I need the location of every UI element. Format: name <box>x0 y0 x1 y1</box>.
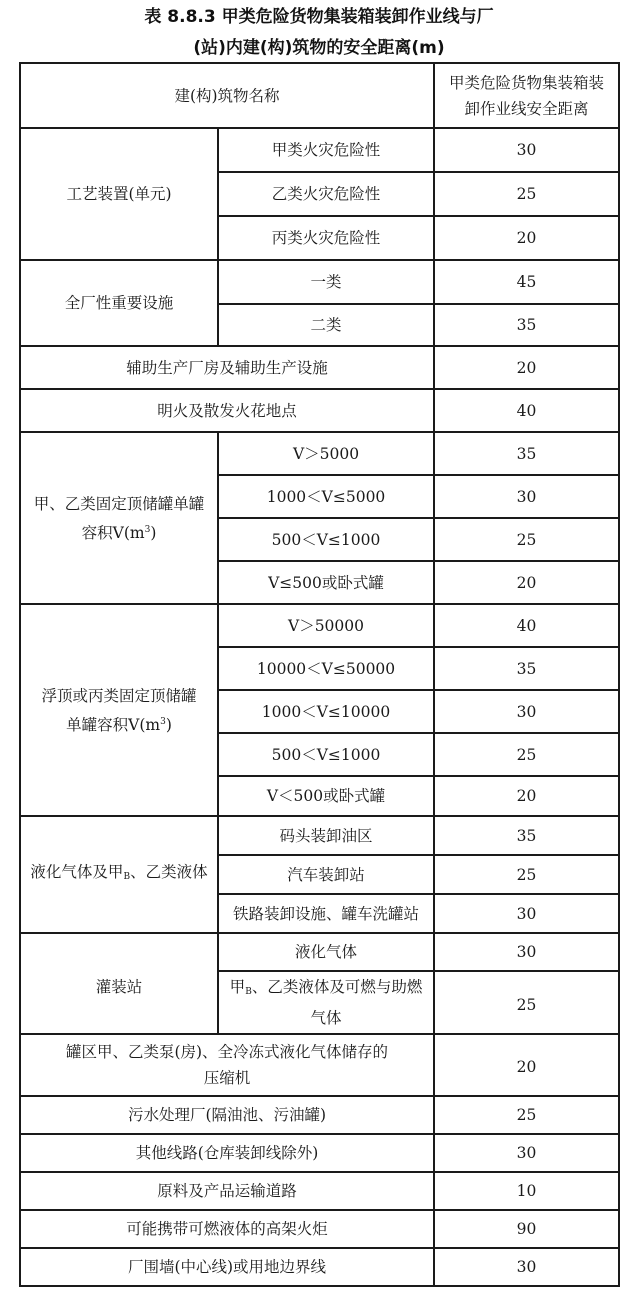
sub-item-label: 液化气体 <box>218 933 434 971</box>
label-text: ) <box>150 523 157 542</box>
sub-item-label: 甲类火灾危险性 <box>218 128 434 172</box>
distance-value: 30 <box>434 1248 619 1286</box>
subscript: B <box>123 872 131 882</box>
table-row <box>20 604 619 647</box>
sub-item-label: 汽车装卸站 <box>218 855 434 894</box>
process-unit-label: 工艺装置(单元) <box>20 128 218 260</box>
distance-value: 10 <box>434 1172 619 1210</box>
sub-item-label: 1000＜V≤5000 <box>218 475 434 518</box>
table-title-line2: (站)内建(构)筑物的安全距离(m) <box>193 38 445 58</box>
roads-label: 原料及产品运输道路 <box>20 1172 434 1210</box>
open-fire-label: 明火及散发火花地点 <box>20 389 434 432</box>
distance-value: 90 <box>434 1210 619 1248</box>
flare-label: 可能携带可燃液体的高架火炬 <box>20 1210 434 1248</box>
table-row <box>20 1210 619 1248</box>
pump-house-label <box>20 1034 434 1096</box>
superscript: 3 <box>144 524 151 535</box>
label-text: 甲 <box>229 978 246 996</box>
sub-item-label: 丙类火灾危险性 <box>218 216 434 260</box>
distance-value: 35 <box>434 304 619 346</box>
distance-value: 40 <box>434 389 619 432</box>
sub-item-label-line1 <box>219 974 433 1005</box>
sub-item-label: V＞5000 <box>218 432 434 475</box>
fence-label: 厂围墙(中心线)或用地边界线 <box>20 1248 434 1286</box>
distance-value: 25 <box>434 1096 619 1134</box>
table-row <box>20 1172 619 1210</box>
sub-item-label: 10000＜V≤50000 <box>218 647 434 690</box>
table-row <box>20 1134 619 1172</box>
distance-value: 30 <box>434 1134 619 1172</box>
distance-value: 30 <box>434 128 619 172</box>
table-row <box>20 816 619 855</box>
distance-value: 25 <box>434 855 619 894</box>
distance-value: 35 <box>434 647 619 690</box>
distance-value: 40 <box>434 604 619 647</box>
distance-value: 25 <box>434 172 619 216</box>
header-safety-distance-line2: 卸作业线安全距离 <box>464 99 589 118</box>
table-header-row <box>20 63 619 128</box>
sub-item-label-line2: 气体 <box>310 1009 342 1027</box>
aux-buildings-label: 辅助生产厂房及辅助生产设施 <box>20 346 434 389</box>
fixed-roof-tank-label <box>20 432 218 604</box>
other-lines-label: 其他线路(仓库装卸线除外) <box>20 1134 434 1172</box>
sub-item-label: V＞50000 <box>218 604 434 647</box>
pump-house-label-line2: 压缩机 <box>203 1069 251 1087</box>
table-row <box>20 346 619 389</box>
sub-item-label: 500＜V≤1000 <box>218 733 434 776</box>
sub-item-label: 乙类火灾危险性 <box>218 172 434 216</box>
label-text: 液化气体及甲 <box>30 863 124 881</box>
sub-item-label: 500＜V≤1000 <box>218 518 434 561</box>
distance-value: 30 <box>434 894 619 933</box>
label-text: ) <box>165 715 172 734</box>
floating-roof-tank-label-line2 <box>21 709 217 738</box>
distance-value: 25 <box>434 518 619 561</box>
header-safety-distance <box>434 63 619 128</box>
label-text: 、乙类液体 <box>130 863 208 881</box>
fixed-roof-tank-label-line2 <box>21 517 217 546</box>
pump-house-label-line1: 罐区甲、乙类泵(房)、全冷冻式液化气体储存的 <box>65 1043 389 1061</box>
distance-value: 20 <box>434 346 619 389</box>
header-structure-name: 建(构)筑物名称 <box>20 63 434 128</box>
sub-item-label: 铁路装卸设施、罐车洗罐站 <box>218 894 434 933</box>
distance-value: 45 <box>434 260 619 304</box>
distance-value: 20 <box>434 776 619 816</box>
sub-item-label <box>218 971 434 1034</box>
label-text: 单罐容积V(m <box>66 715 161 734</box>
safety-distance-table <box>19 62 620 1287</box>
table-row <box>20 1034 619 1096</box>
table-row <box>20 260 619 304</box>
key-facilities-label: 全厂性重要设施 <box>20 260 218 346</box>
table-row <box>20 1096 619 1134</box>
sewage-label: 污水处理厂(隔油池、污油罐) <box>20 1096 434 1134</box>
table-row <box>20 128 619 172</box>
distance-value: 25 <box>434 971 619 1034</box>
floating-roof-tank-label <box>20 604 218 816</box>
distance-value: 30 <box>434 690 619 733</box>
sub-item-label: V＜500或卧式罐 <box>218 776 434 816</box>
distance-value: 35 <box>434 816 619 855</box>
floating-roof-tank-label-line1: 浮顶或丙类固定顶储罐 <box>41 686 197 705</box>
distance-value: 35 <box>434 432 619 475</box>
table-title-line1: 表 8.8.3 甲类危险货物集装箱装卸作业线与厂 <box>144 7 494 27</box>
header-safety-distance-line1: 甲类危险货物集装箱装 <box>449 73 605 92</box>
fixed-roof-tank-label-line1: 甲、乙类固定顶储罐单罐 <box>33 494 205 513</box>
liquefied-gas-label <box>20 816 218 933</box>
distance-value: 25 <box>434 733 619 776</box>
distance-value: 30 <box>434 475 619 518</box>
sub-item-label: 一类 <box>218 260 434 304</box>
distance-value: 20 <box>434 1034 619 1096</box>
superscript: 3 <box>160 716 166 727</box>
distance-value: 20 <box>434 561 619 604</box>
label-text: 容积V(m <box>81 523 145 542</box>
table-row <box>20 432 619 475</box>
table-row <box>20 389 619 432</box>
distance-value: 20 <box>434 216 619 260</box>
table-row <box>20 1248 619 1286</box>
filling-station-label: 灌装站 <box>20 933 218 1034</box>
sub-item-label: V≤500或卧式罐 <box>218 561 434 604</box>
sub-item-label: 码头装卸油区 <box>218 816 434 855</box>
distance-value: 30 <box>434 933 619 971</box>
sub-item-label: 二类 <box>218 304 434 346</box>
label-text: 、乙类液体及可燃与助燃 <box>251 978 423 996</box>
subscript: B <box>245 987 252 997</box>
table-row <box>20 933 619 971</box>
sub-item-label: 1000＜V≤10000 <box>218 690 434 733</box>
